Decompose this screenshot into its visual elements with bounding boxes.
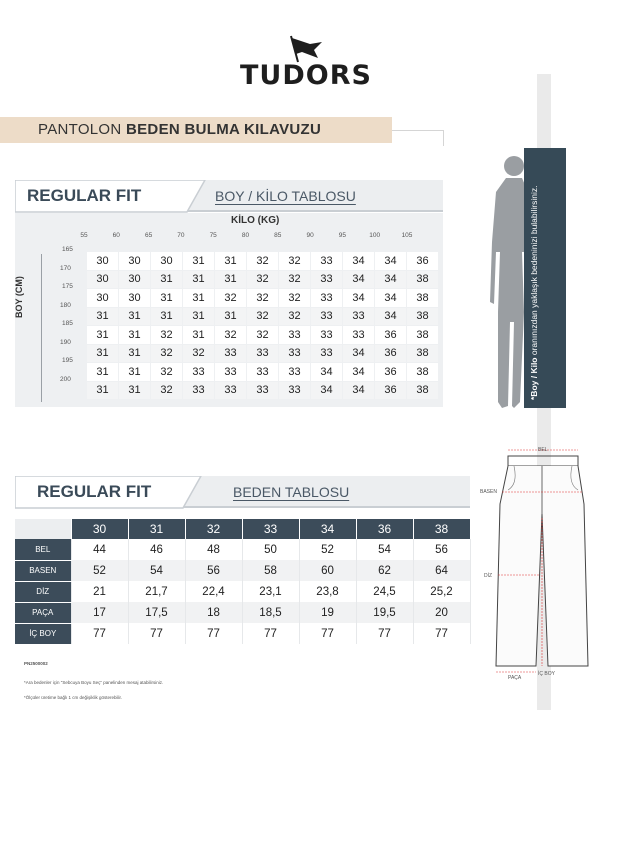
table-row [87, 326, 438, 344]
table-cell: 36 [407, 252, 438, 270]
table-cell: 44 [71, 539, 128, 560]
table-cell: 20 [413, 602, 470, 623]
table-cell: 31 [119, 363, 150, 381]
table-cell: 38 [407, 363, 438, 381]
table-cell: 23,8 [299, 581, 356, 602]
table-corner [15, 519, 71, 539]
table-cell: 18,5 [242, 602, 299, 623]
table-cell: 32 [247, 289, 278, 307]
kilo-tick: 75 [209, 232, 217, 239]
table-cell: 36 [375, 363, 406, 381]
kilo-tick: 80 [241, 232, 250, 239]
table-cell: 34 [375, 308, 406, 326]
brand-name: TUDORS [240, 60, 372, 91]
kilo-tick: 55 [80, 232, 88, 239]
table-cell: 54 [356, 539, 413, 560]
table-cell: 32 [151, 382, 182, 400]
table-cell: 54 [128, 560, 185, 581]
table-cell: 36 [375, 382, 406, 400]
table-cell: 31 [151, 289, 182, 307]
table-cell: 38 [407, 345, 438, 363]
table-label: BOY / KİLO TABLOSU [215, 188, 356, 204]
footnote-2: *Ölçüler üretime bağlı 1 cm değişiklik gösterebilir. [24, 695, 123, 700]
kilo-tick: 105 [401, 232, 413, 239]
table-cell: 32 [151, 326, 182, 344]
size-column-header: 31 [128, 519, 185, 539]
size-column-header: 33 [242, 519, 299, 539]
table-cell: 31 [215, 308, 246, 326]
fit-label: REGULAR FIT [37, 482, 152, 501]
table-cell: 17 [71, 602, 128, 623]
table-cell: 32 [247, 326, 278, 344]
table-cell: 32 [247, 271, 278, 289]
table-cell: 60 [299, 560, 356, 581]
kilo-tick: 95 [338, 232, 346, 239]
table-cell: 38 [407, 308, 438, 326]
kilo-tick: 60 [112, 232, 120, 239]
table-cell: 77 [356, 623, 413, 644]
table-cell: 34 [375, 289, 406, 307]
table-cell: 34 [343, 289, 374, 307]
boy-tick: 195 [62, 357, 73, 364]
table-cell: 33 [183, 382, 214, 400]
table-cell: 30 [119, 271, 150, 289]
product-code: PN2500002 [24, 661, 48, 666]
table-cell: 31 [151, 308, 182, 326]
table-cell: 31 [183, 271, 214, 289]
table-cell: 22,4 [185, 581, 242, 602]
table-cell: 32 [279, 252, 310, 270]
table-cell: 62 [356, 560, 413, 581]
beden-header [15, 476, 470, 508]
table-row [87, 271, 438, 289]
pants-diagram-icon [478, 444, 596, 684]
table-cell: 32 [279, 289, 310, 307]
boy-tick: 185 [62, 320, 73, 327]
table-cell: 31 [87, 382, 118, 400]
table-row [87, 308, 438, 326]
table-cell: 31 [87, 345, 118, 363]
table-row [15, 602, 470, 623]
table-cell: 33 [247, 363, 278, 381]
table-cell: 52 [299, 539, 356, 560]
table-cell: 24,5 [356, 581, 413, 602]
row-header: İÇ BOY [15, 623, 71, 644]
table-cell: 32 [215, 326, 246, 344]
table-row [15, 581, 470, 602]
table-cell: 31 [119, 308, 150, 326]
table-cell: 77 [185, 623, 242, 644]
table-cell: 36 [375, 345, 406, 363]
table-cell: 77 [71, 623, 128, 644]
table-cell: 33 [311, 252, 342, 270]
table-cell: 33 [215, 363, 246, 381]
table-cell: 31 [87, 308, 118, 326]
table-cell: 33 [183, 363, 214, 381]
table-cell: 33 [343, 308, 374, 326]
table-cell: 38 [407, 382, 438, 400]
boy-tick: 200 [60, 375, 71, 383]
side-banner-text [529, 145, 540, 400]
table-cell: 77 [299, 623, 356, 644]
table-cell: 31 [151, 271, 182, 289]
table-cell: 30 [119, 252, 150, 270]
table-cell: 25,2 [413, 581, 470, 602]
table-cell: 50 [242, 539, 299, 560]
table-cell: 30 [87, 289, 118, 307]
table-cell: 64 [413, 560, 470, 581]
pants-label-ic-boy: İÇ BOY [538, 671, 555, 677]
table-cell: 34 [375, 271, 406, 289]
table-cell: 30 [87, 252, 118, 270]
table-cell: 33 [279, 326, 310, 344]
table-cell: 32 [247, 252, 278, 270]
boy-kilo-table [86, 251, 439, 400]
table-row [87, 345, 438, 363]
table-cell: 33 [215, 345, 246, 363]
table-row [87, 252, 438, 270]
table-cell: 19,5 [356, 602, 413, 623]
table-cell: 32 [279, 271, 310, 289]
size-column-header: 30 [71, 519, 128, 539]
table-cell: 31 [183, 326, 214, 344]
kilo-tick: 100 [369, 232, 381, 239]
pants-label-bel: BEL [538, 447, 548, 453]
boy-tick: 190 [60, 338, 71, 346]
kilo-tick: 70 [177, 232, 185, 239]
table-cell: 33 [279, 363, 310, 381]
table-cell: 31 [87, 326, 118, 344]
table-cell: 31 [215, 271, 246, 289]
kilo-tick: 90 [306, 232, 314, 239]
side-banner-bold: *Boy / Kilo [529, 357, 539, 400]
table-row [15, 539, 470, 560]
table-cell: 58 [242, 560, 299, 581]
table-cell: 34 [343, 345, 374, 363]
table-cell: 34 [343, 363, 374, 381]
table-cell: 52 [71, 560, 128, 581]
table-cell: 77 [242, 623, 299, 644]
size-column-header: 34 [299, 519, 356, 539]
kilo-tick: 85 [274, 232, 282, 239]
boy-tick: 180 [60, 301, 71, 309]
table-cell: 33 [247, 382, 278, 400]
table-cell: 38 [407, 271, 438, 289]
page-title [38, 121, 321, 138]
row-header: BASEN [15, 560, 71, 581]
table-cell: 31 [183, 289, 214, 307]
table-cell: 34 [311, 363, 342, 381]
table-cell: 34 [343, 382, 374, 400]
table-cell: 17,5 [128, 602, 185, 623]
size-column-header: 32 [185, 519, 242, 539]
table-cell: 19 [299, 602, 356, 623]
pants-label-paca: PAÇA [508, 675, 522, 681]
row-header: PAÇA [15, 602, 71, 623]
brand-logo [236, 34, 376, 94]
table-cell: 46 [128, 539, 185, 560]
table-cell: 56 [413, 539, 470, 560]
table-cell: 31 [119, 326, 150, 344]
table-cell: 32 [247, 308, 278, 326]
pants-label-diz: DİZ [484, 573, 493, 579]
kilo-axis-label: KİLO (KG) [231, 215, 280, 226]
table-cell: 31 [119, 382, 150, 400]
table-cell: 32 [151, 363, 182, 381]
table-cell: 23,1 [242, 581, 299, 602]
title-divider-vertical [443, 130, 444, 146]
table-cell: 33 [311, 289, 342, 307]
table-row [15, 560, 470, 581]
table-cell: 31 [215, 252, 246, 270]
table-header-row [15, 519, 470, 539]
title-light: PANTOLON [38, 121, 122, 138]
footnote-1: *Ara bedenler için "Sebcuya Boyu Seç" panelinden mesaj atabilirsiniz. [24, 680, 164, 685]
table-cell: 34 [311, 382, 342, 400]
kilo-tick: 65 [144, 232, 153, 239]
boy-tick: 165 [62, 246, 73, 253]
boy-tick: 175 [62, 283, 73, 290]
table-row [87, 363, 438, 381]
row-header: DİZ [15, 581, 71, 602]
table-cell: 33 [343, 326, 374, 344]
table-cell: 31 [183, 308, 214, 326]
table-cell: 77 [413, 623, 470, 644]
fit-label: REGULAR FIT [27, 186, 142, 205]
table-cell: 34 [343, 252, 374, 270]
title-divider [392, 130, 444, 131]
table-cell: 38 [407, 326, 438, 344]
size-column-header: 38 [413, 519, 470, 539]
table-cell: 31 [183, 252, 214, 270]
table-cell: 33 [311, 326, 342, 344]
table-cell: 21,7 [128, 581, 185, 602]
table-cell: 33 [311, 345, 342, 363]
table-cell: 32 [183, 345, 214, 363]
table-cell: 33 [279, 345, 310, 363]
table-cell: 21 [71, 581, 128, 602]
table-cell: 31 [87, 363, 118, 381]
row-header: BEL [15, 539, 71, 560]
boy-axis-line [41, 254, 42, 402]
table-cell: 34 [375, 252, 406, 270]
table-cell: 33 [311, 308, 342, 326]
boy-kilo-header [15, 180, 443, 212]
boy-axis-label: BOY (CM) [14, 276, 24, 318]
table-cell: 32 [151, 345, 182, 363]
table-row [87, 382, 438, 400]
side-banner-body: oranınızdan yaklaşık bedeninizi bulabilirsiniz. [529, 185, 539, 358]
table-cell: 32 [279, 308, 310, 326]
beden-table [15, 519, 471, 645]
table-row [15, 623, 470, 644]
table-cell: 31 [119, 345, 150, 363]
size-column-header: 36 [356, 519, 413, 539]
boy-tick: 170 [60, 264, 71, 272]
table-label: BEDEN TABLOSU [233, 484, 350, 500]
table-row [87, 289, 438, 307]
table-cell: 77 [128, 623, 185, 644]
table-cell: 32 [215, 289, 246, 307]
title-bold: BEDEN BULMA KILAVUZU [126, 121, 322, 138]
table-cell: 33 [311, 271, 342, 289]
table-cell: 33 [247, 345, 278, 363]
table-cell: 18 [185, 602, 242, 623]
table-cell: 48 [185, 539, 242, 560]
pants-label-basen: BASEN [480, 489, 497, 495]
table-cell: 30 [119, 289, 150, 307]
table-cell: 33 [279, 382, 310, 400]
table-cell: 38 [407, 289, 438, 307]
table-cell: 36 [375, 326, 406, 344]
table-cell: 56 [185, 560, 242, 581]
table-cell: 30 [87, 271, 118, 289]
table-cell: 30 [151, 252, 182, 270]
table-cell: 33 [215, 382, 246, 400]
table-cell: 34 [343, 271, 374, 289]
